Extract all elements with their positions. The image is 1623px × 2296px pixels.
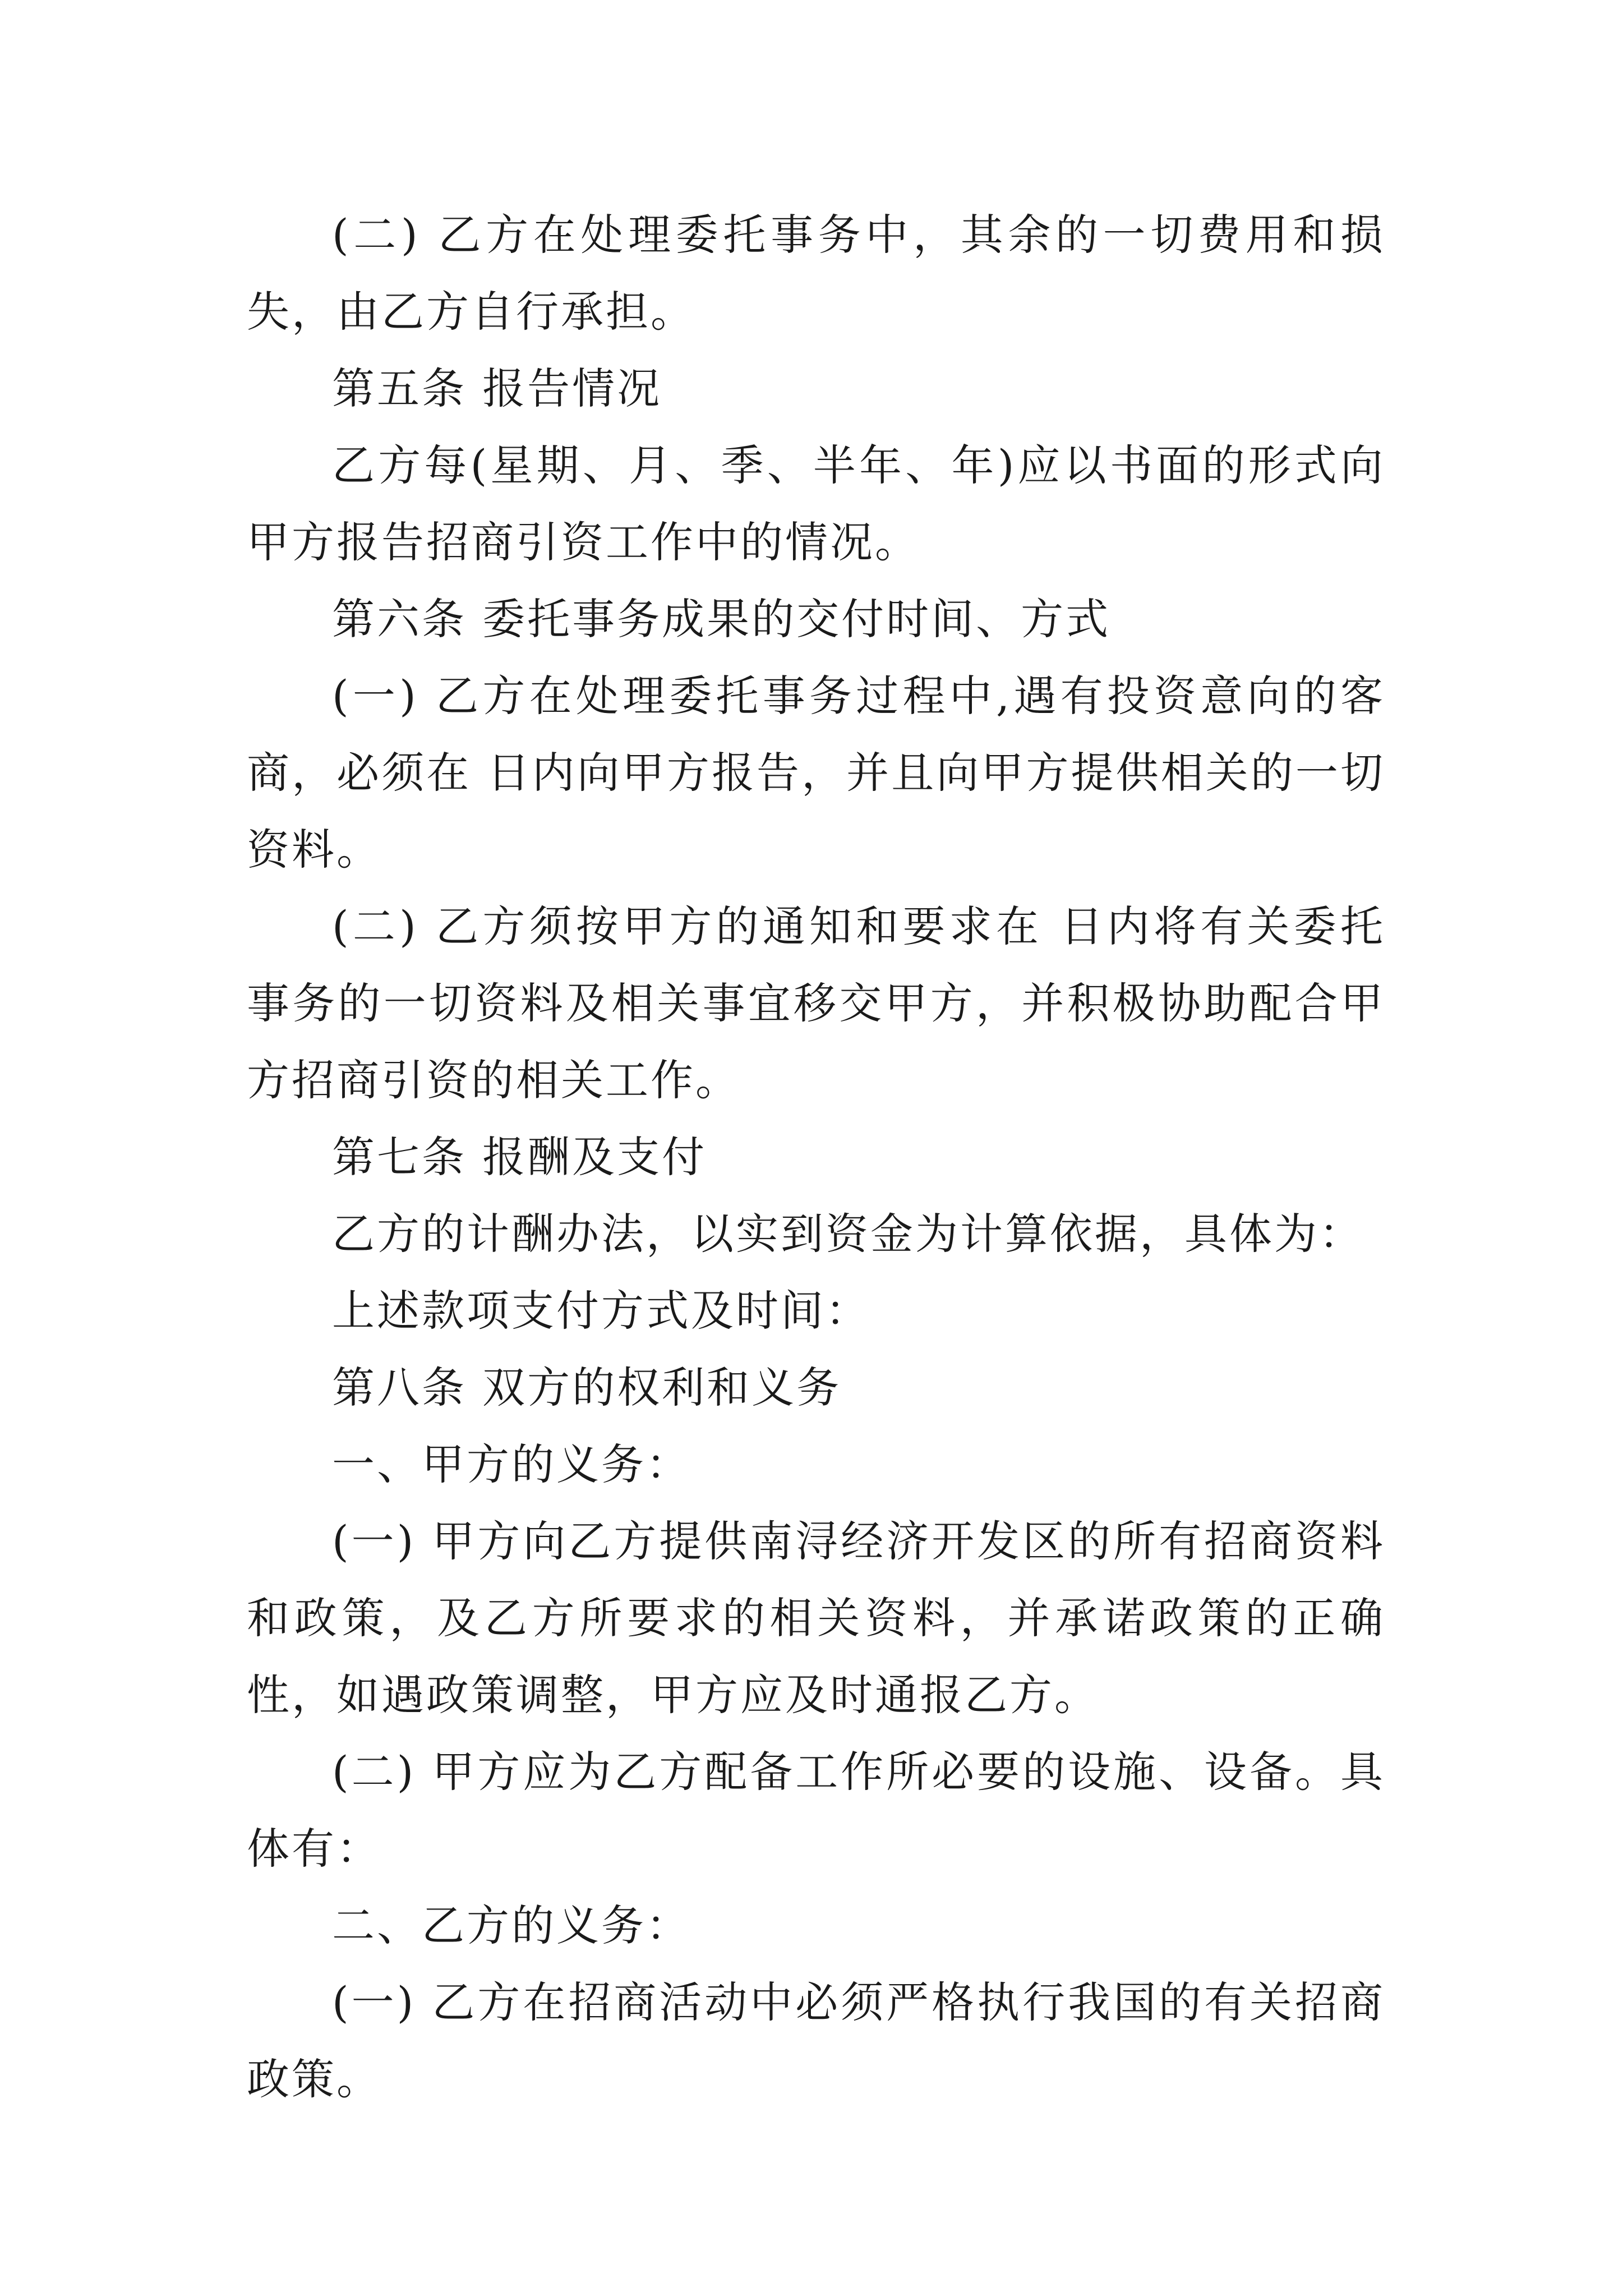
heading-article-7: 第七条 报酬及支付 xyxy=(332,1132,707,1182)
document-body xyxy=(247,196,1385,2118)
paragraph-party-a-provide-materials: (一) 甲方向乙方提供南浔经济开发区的所有招商资料和政策，及乙方所要求的相关资料，并承诺政策的正确性，如遇政策调整，甲方应及时通报乙方。 xyxy=(247,1516,1385,1720)
paragraph-reporting: 乙方每(星期、月、季、半年、年)应以书面的形式向甲方报告招商引资工作中的情况。 xyxy=(247,440,1385,567)
paragraph-remuneration-method: 乙方的计酬办法，以实到资金为计算依据，具体为： xyxy=(332,1209,1364,1259)
heading-article-5: 第五条 报告情况 xyxy=(332,364,662,413)
paragraph-party-b-follow-policy: (一) 乙方在招商活动中必须严格执行我国的有关招商政策。 xyxy=(247,1977,1385,2104)
paragraph-costs-borne-by-party-b: (二) 乙方在处理委托事务中，其余的一切费用和损失，由乙方自行承担。 xyxy=(247,210,1385,337)
heading-article-8: 第八条 双方的权利和义务 xyxy=(332,1363,842,1412)
paragraph-payment-method: 上述款项支付方式及时间： xyxy=(332,1286,870,1336)
paragraph-report-investors: (一) 乙方在处理委托事务过程中,遇有投资意向的客商，必须在 日内向甲方报告，并且向甲方提供相关的一切资料。 xyxy=(247,671,1385,875)
paragraph-party-a-equipment: (二) 甲方应为乙方配备工作所必要的设施、设备。具体有： xyxy=(247,1747,1385,1874)
heading-article-6: 第六条 委托事务成果的交付时间、方式 xyxy=(332,594,1111,644)
paragraph-transfer-materials: (二) 乙方须按甲方的通知和要求在 日内将有关委托事务的一切资料及相关事宜移交甲方，并积极协助配合甲方招商引资的相关工作。 xyxy=(247,901,1385,1105)
heading-party-a-obligations: 一、甲方的义务： xyxy=(332,1439,691,1489)
heading-party-b-obligations: 二、乙方的义务： xyxy=(332,1901,691,1950)
